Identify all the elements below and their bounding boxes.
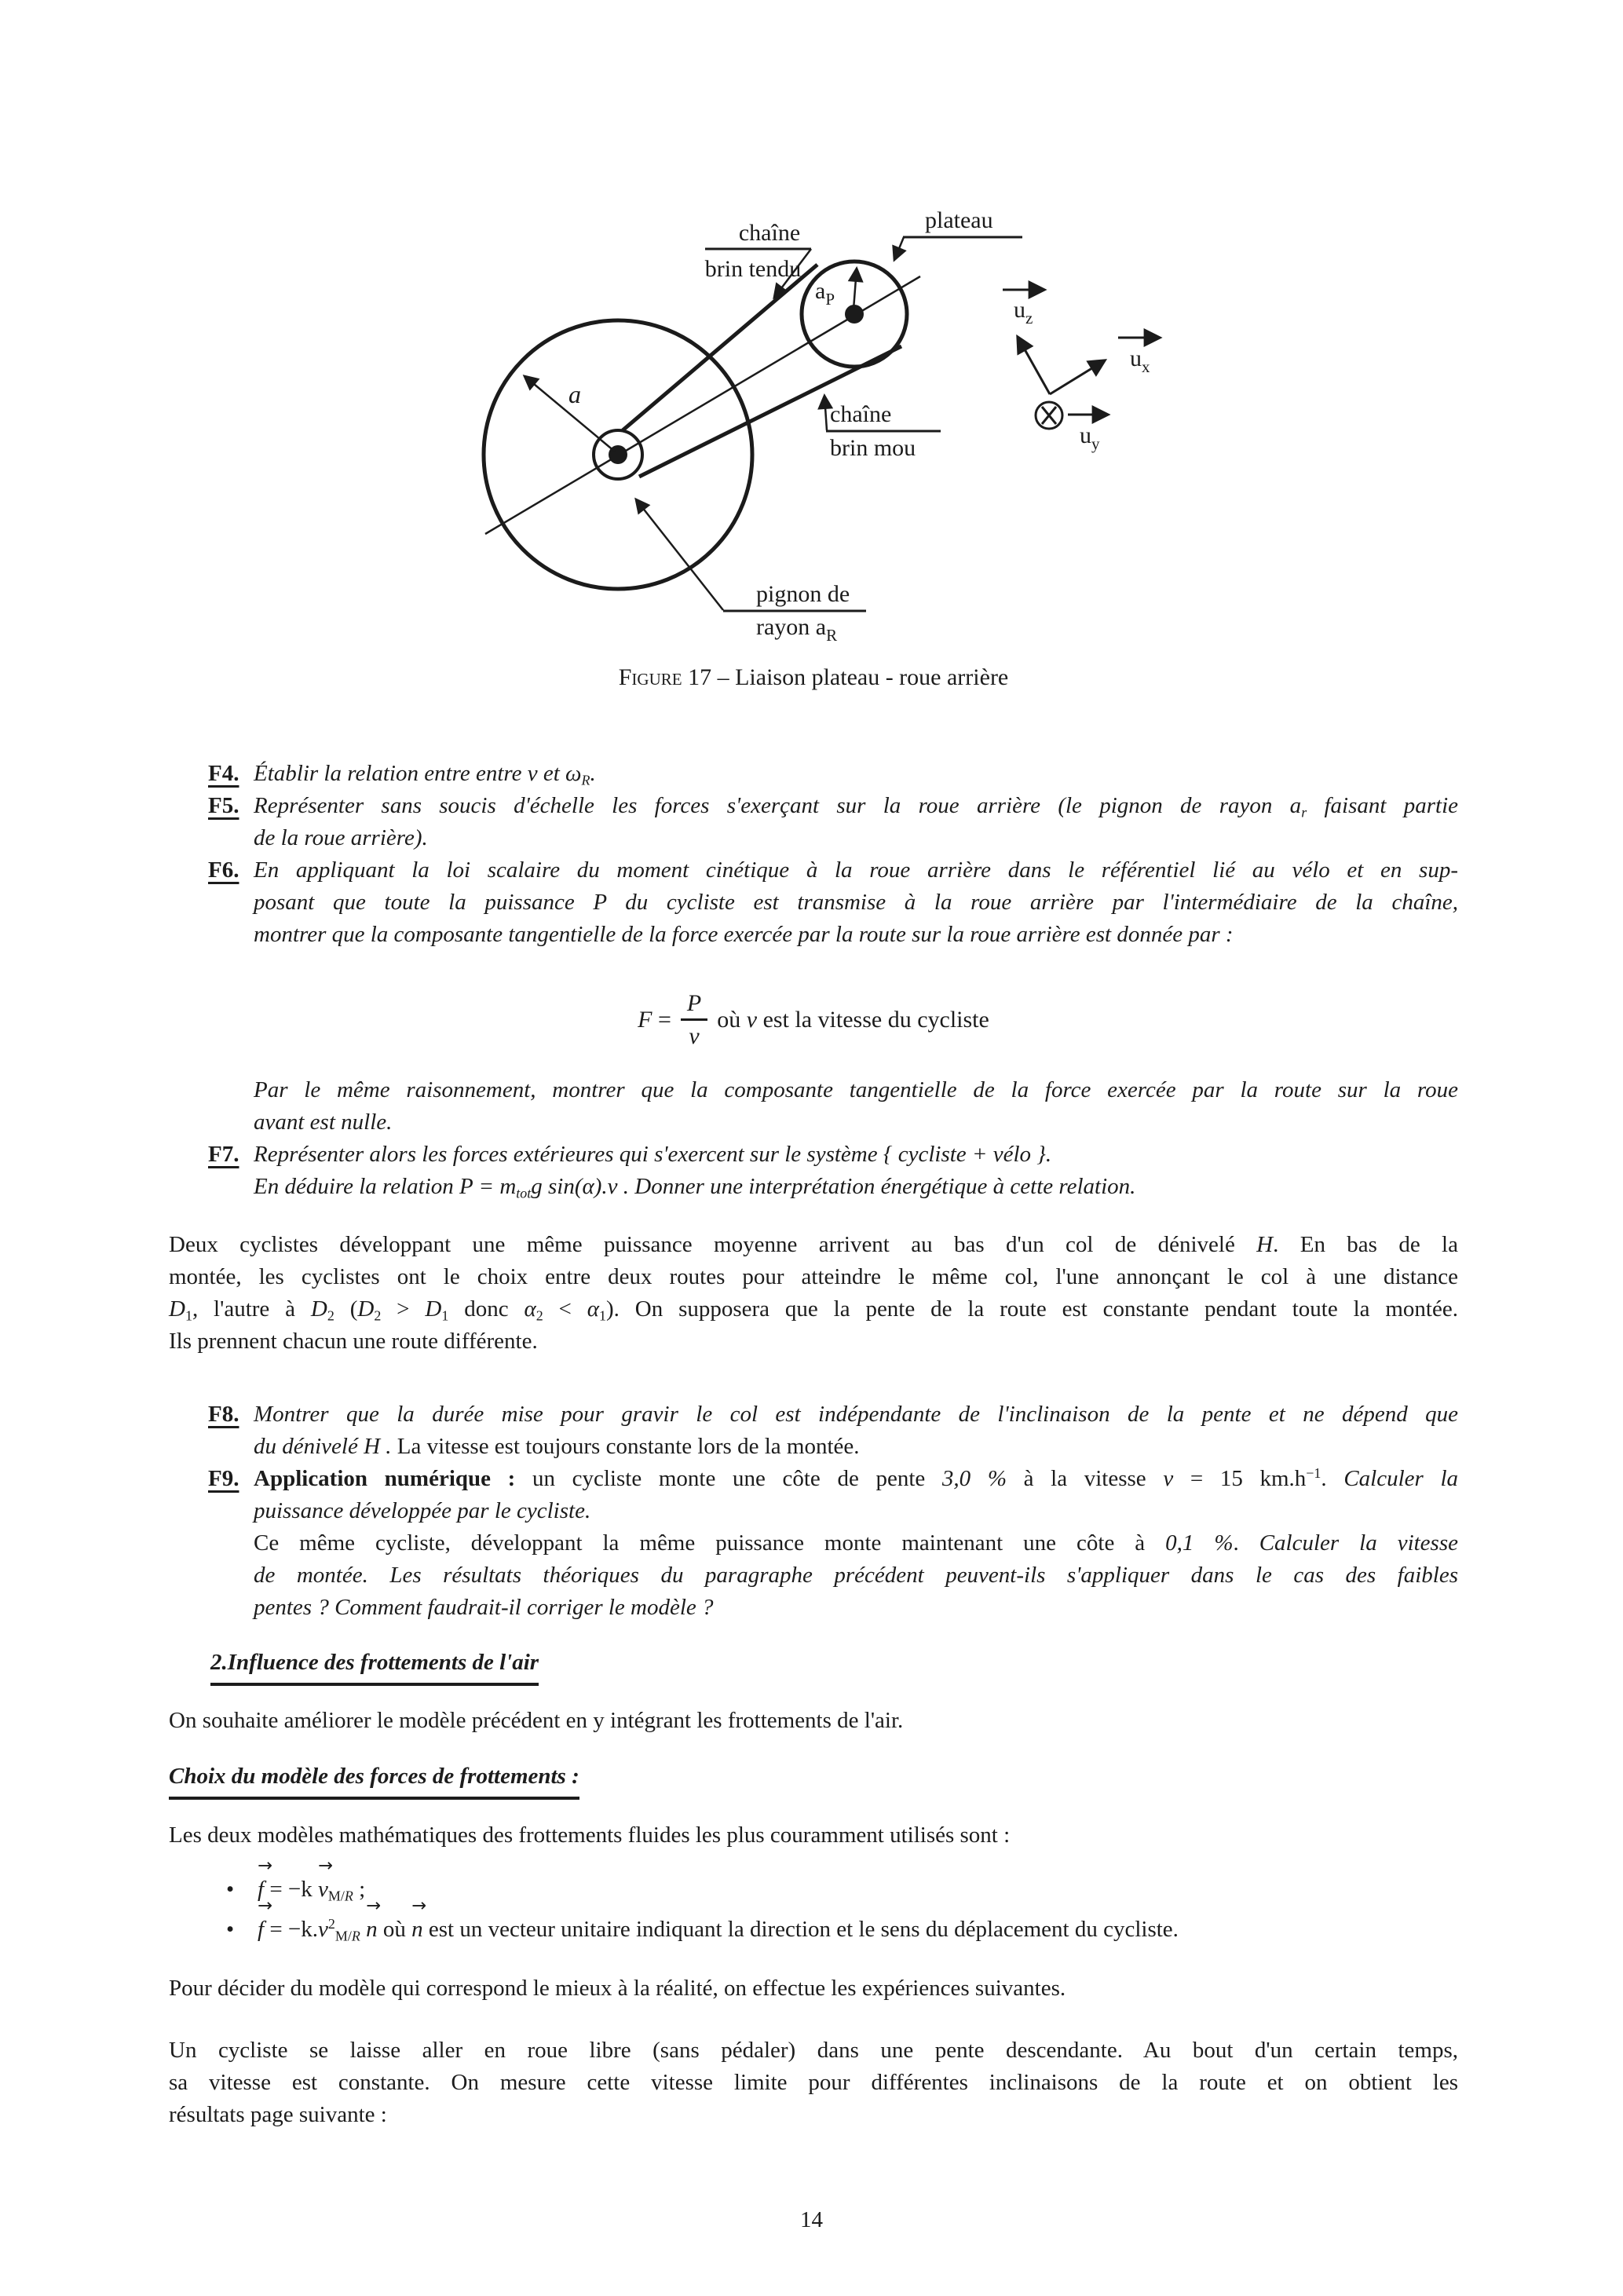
question-f5-label: F5.	[208, 793, 239, 818]
text-segment: .	[1233, 1530, 1259, 1556]
text-line: Pour décider du modèle qui correspond le mieux à la réalité, on effectue les expériences suivantes.	[169, 1976, 1066, 2001]
friction-model-1	[258, 1877, 365, 1902]
text-segment: Représenter alors les forces extérieures qui s'exercent sur le système { cycliste + vélo }.	[254, 1142, 1052, 1167]
text-segment: P	[459, 1174, 473, 1199]
text-segment: En déduire la relation	[254, 1174, 460, 1199]
text-line	[254, 1106, 1458, 1139]
text-line	[254, 1139, 1458, 1171]
text-segment: sa vitesse est constante. On mesure cette vitesse limite pour différentes inclinaisons de la route et on obtient les	[169, 2070, 1458, 2095]
text-line	[254, 1592, 1458, 1624]
question-f5	[208, 790, 1458, 854]
plateau-leader	[894, 237, 904, 260]
text-segment: P	[686, 990, 702, 1016]
question-f7	[208, 1139, 1458, 1203]
question-f9	[208, 1463, 1458, 1624]
text-segment: Représenter sans soucis d'échelle les forces s'exerçant sur la roue arrière (le pignon de rayon a	[254, 793, 1302, 818]
plateau-radius-arrow	[854, 269, 857, 309]
text-segment: à la vitesse	[1006, 1466, 1164, 1491]
text-segment: un cycliste monte une côte de pente	[532, 1466, 942, 1491]
text-line	[254, 854, 1458, 887]
question-f4	[208, 758, 1458, 790]
text-segment: −1	[1306, 1465, 1321, 1482]
text-line	[254, 919, 1458, 951]
text-segment: En appliquant la loi scalaire du moment cinétique à la roue arrière dans le référentiel lié au vélo et en sup-	[254, 857, 1458, 883]
text-segment: puissance développée par le cycliste.	[254, 1498, 591, 1523]
uz-axis-arrow	[1018, 337, 1050, 394]
text-segment: f →	[258, 1874, 264, 1906]
paragraph-deux-cyclistes	[169, 1229, 1458, 1358]
ux-axis-arrow	[1050, 360, 1105, 394]
text-segment: Montrer que la durée mise pour gravir le col est indépendante de l'inclinaison de la pente et ne dépend que	[254, 1402, 1458, 1427]
text-segment: n →	[411, 1914, 423, 1946]
friction-models-list	[226, 1874, 1459, 1954]
text-segment: 1	[441, 1307, 449, 1324]
text-line	[169, 2035, 1458, 2067]
figure-caption	[169, 664, 1458, 691]
text-segment: La vitesse est toujours constante lors de la montée.	[397, 1434, 860, 1459]
text-segment: f →	[258, 1914, 264, 1946]
text-segment: = −k.	[264, 1917, 319, 1942]
text-segment: D	[169, 1296, 185, 1322]
equation-rhs-text	[717, 1007, 989, 1033]
question-f7-label: F7.	[208, 1142, 239, 1167]
text-segment: v	[1163, 1466, 1174, 1491]
text-line: On souhaite améliorer le modèle précédent en y intégrant les frottements de l'air.	[169, 1708, 904, 1733]
chain-top-line	[623, 265, 817, 430]
text-segment: . En bas de la	[1273, 1232, 1458, 1257]
uy-label: $u_y$	[1080, 422, 1100, 453]
text-line	[169, 1261, 1458, 1293]
chain-mou-label-line2: brin mou	[830, 435, 916, 461]
text-segment: tot	[516, 1185, 532, 1201]
plateau-radius-label: $a_P$	[815, 278, 835, 309]
text-segment: Établir la relation entre entre v et ω	[254, 761, 582, 786]
chain-mou-label-line1: chaîne	[830, 401, 892, 427]
text-segment: r	[1301, 804, 1307, 821]
text-segment: 1	[185, 1307, 192, 1324]
text-segment: 17 – Liaison plateau - roue arrière	[682, 664, 1009, 690]
text-segment: où	[717, 1007, 747, 1033]
question-f6	[208, 854, 1458, 951]
text-segment: pentes ? Comment faudrait-il corriger le modèle ?	[254, 1595, 714, 1620]
text-segment: résultats page suivante :	[169, 2102, 387, 2127]
text-segment: du cycliste est transmise à la roue arrière par l'intermédiaire de la chaîne,	[606, 890, 1459, 915]
text-segment: Calculer la	[1343, 1466, 1459, 1491]
wheel-radius-label: a	[568, 380, 581, 408]
section-2-heading	[210, 1650, 539, 1686]
pignon-label-line1: pignon de	[756, 581, 850, 607]
text-line	[254, 790, 1458, 822]
text-segment: avant est nulle.	[254, 1110, 393, 1135]
text-segment: R	[351, 1928, 360, 1944]
text-segment: .	[590, 761, 596, 786]
text-segment: v	[746, 1007, 758, 1033]
text-segment: R	[344, 1888, 353, 1904]
list-item	[226, 1914, 1459, 1946]
question-f4-label: F4.	[208, 761, 239, 786]
text-segment: v	[318, 1917, 328, 1942]
text-segment: n →	[366, 1914, 378, 1946]
text-segment: donc	[448, 1296, 525, 1322]
text-segment: M/	[334, 1928, 352, 1944]
equation-fraction	[679, 992, 709, 1048]
text-segment: montrer que la composante tangentielle de la force exercée par la route sur la roue arrière est donnée par :	[254, 922, 1234, 947]
text-segment: = 15 km.h	[1173, 1466, 1307, 1491]
ux-label: $u_x$	[1130, 345, 1150, 376]
text-segment: D	[425, 1296, 442, 1322]
text-segment: v →	[318, 1874, 328, 1906]
text-segment: .	[380, 1434, 397, 1459]
fraction-denominator	[681, 1018, 707, 1048]
text-segment: Ils prennent chacun une route différente.	[169, 1329, 538, 1354]
text-segment: v	[607, 1174, 618, 1199]
text-line	[254, 1398, 1458, 1431]
question-f8	[208, 1398, 1458, 1463]
text-segment: g sin(α).	[531, 1174, 608, 1199]
section-2-title: 2.Influence des frottements de l'air	[210, 1650, 539, 1686]
text-segment: Application numérique :	[254, 1466, 532, 1491]
text-line	[169, 2099, 1458, 2131]
text-line	[254, 1074, 1458, 1106]
text-segment: = −k	[264, 1877, 319, 1902]
text-segment: >	[381, 1296, 426, 1322]
plateau-label: plateau	[925, 207, 993, 233]
question-f6-label: F6.	[208, 857, 239, 883]
text-line: Les deux modèles mathématiques des frottements fluides les plus couramment utilisés sont :	[169, 1823, 1011, 1848]
text-segment: H	[1256, 1232, 1274, 1257]
text-segment: Par le même raisonnement, montrer que la composante tangentielle de la force exercée par la route sur la roue	[254, 1077, 1458, 1102]
text-segment: Un cycliste se laisse aller en roue libre (sans pédaler) dans une pente descendante. Au bout d'un certain temps,	[169, 2038, 1458, 2063]
text-segment: α	[524, 1296, 536, 1322]
text-line	[169, 1229, 1458, 1261]
text-segment: P	[593, 890, 607, 915]
question-f9-label: F9.	[208, 1466, 239, 1491]
text-line	[254, 887, 1458, 919]
uz-label: $u_z$	[1014, 297, 1033, 327]
text-segment: de montée. Les résultats théoriques du paragraphe précédent peuvent-ils s'appliquer dans le cas des faibles	[254, 1563, 1458, 1588]
chain-mou-leader	[824, 396, 827, 430]
text-line	[169, 2067, 1458, 2099]
text-segment: 0,1 %	[1165, 1530, 1234, 1556]
equation-lhs	[638, 1007, 671, 1033]
text-segment: est la vitesse du cycliste	[757, 1007, 989, 1033]
paragraph-on-souhaite	[169, 1705, 1458, 1737]
text-segment: .	[1321, 1466, 1344, 1491]
text-line	[254, 822, 1458, 854]
text-segment: 2	[327, 1307, 334, 1324]
text-segment	[360, 1917, 366, 1942]
text-segment: <	[543, 1296, 587, 1322]
pignon-label-line2: rayon $a_R$	[756, 614, 838, 645]
text-segment: = m	[473, 1174, 517, 1199]
text-line	[254, 1527, 1458, 1559]
paragraph-les-deux-modeles	[169, 1819, 1458, 1852]
text-segment: 2	[327, 1916, 335, 1932]
text-segment: où	[377, 1917, 412, 1942]
text-line	[169, 1293, 1458, 1325]
text-segment: 3,0 %	[941, 1466, 1007, 1491]
text-segment: faisant partie	[1307, 793, 1459, 818]
text-segment: Ce même cycliste, développant la même puissance monte maintenant une côte à	[254, 1530, 1166, 1556]
chain-tendu-label-line1: chaîne	[738, 220, 801, 246]
text-segment: α	[587, 1296, 599, 1322]
text-segment: M/	[327, 1888, 345, 1904]
choix-modele-title: Choix du modèle des forces de frottements :	[169, 1764, 579, 1800]
text-line	[254, 1171, 1458, 1203]
page-number: 14	[800, 2207, 823, 2232]
text-segment: est un vecteur unitaire indiquant la direction et le sens du déplacement du cycliste.	[422, 1917, 1179, 1942]
paragraph-meme-raisonnement	[254, 1074, 1458, 1139]
text-segment: montée, les cyclistes ont le choix entre deux routes pour atteindre le même col, l'une annonçant le col à une distance	[169, 1264, 1458, 1289]
text-segment: ;	[353, 1877, 366, 1902]
text-segment: ). On supposera que la pente de la route est constante pendant toute la montée.	[605, 1296, 1458, 1322]
text-segment: v	[689, 1023, 700, 1049]
paragraph-pour-decider	[169, 1972, 1458, 2005]
equation-force	[169, 974, 1458, 1066]
text-segment: 2	[374, 1307, 382, 1324]
text-segment: Figure	[618, 664, 682, 690]
text-segment: R	[581, 772, 590, 788]
text-segment: D	[310, 1296, 327, 1322]
text-line	[254, 1559, 1458, 1592]
text-line	[254, 1495, 1458, 1527]
chain-tendu-label-line2: brin tendu	[704, 256, 802, 282]
text-line	[254, 1431, 1458, 1463]
text-segment: =	[652, 1007, 671, 1033]
text-segment: 1	[599, 1307, 606, 1324]
text-segment: (	[334, 1296, 358, 1322]
text-segment: du dénivelé H	[254, 1434, 381, 1459]
text-segment: de la roue arrière).	[254, 825, 428, 850]
friction-model-2	[258, 1917, 1179, 1942]
text-line	[254, 758, 1458, 790]
text-segment: F	[638, 1007, 652, 1033]
fraction-numerator	[679, 992, 709, 1018]
text-segment: D	[357, 1296, 375, 1322]
text-line	[254, 1463, 1458, 1495]
paragraph-un-cycliste	[169, 2035, 1458, 2131]
choix-modele-heading	[169, 1764, 579, 1800]
text-segment: . Donner une interprétation énergétique à cette relation.	[617, 1174, 1136, 1199]
text-segment: , l'autre à	[192, 1296, 311, 1322]
text-segment: Deux cyclistes développant une même puissance moyenne arrivent au bas d'un col de dénivelé	[169, 1232, 1257, 1257]
text-segment: Calculer la vitesse	[1259, 1530, 1458, 1556]
text-segment: posant que toute la puissance	[254, 890, 594, 915]
text-segment: 2	[536, 1307, 543, 1324]
text-line	[169, 1325, 1458, 1358]
figure-caption-text	[619, 664, 1009, 690]
question-f8-label: F8.	[208, 1402, 239, 1427]
